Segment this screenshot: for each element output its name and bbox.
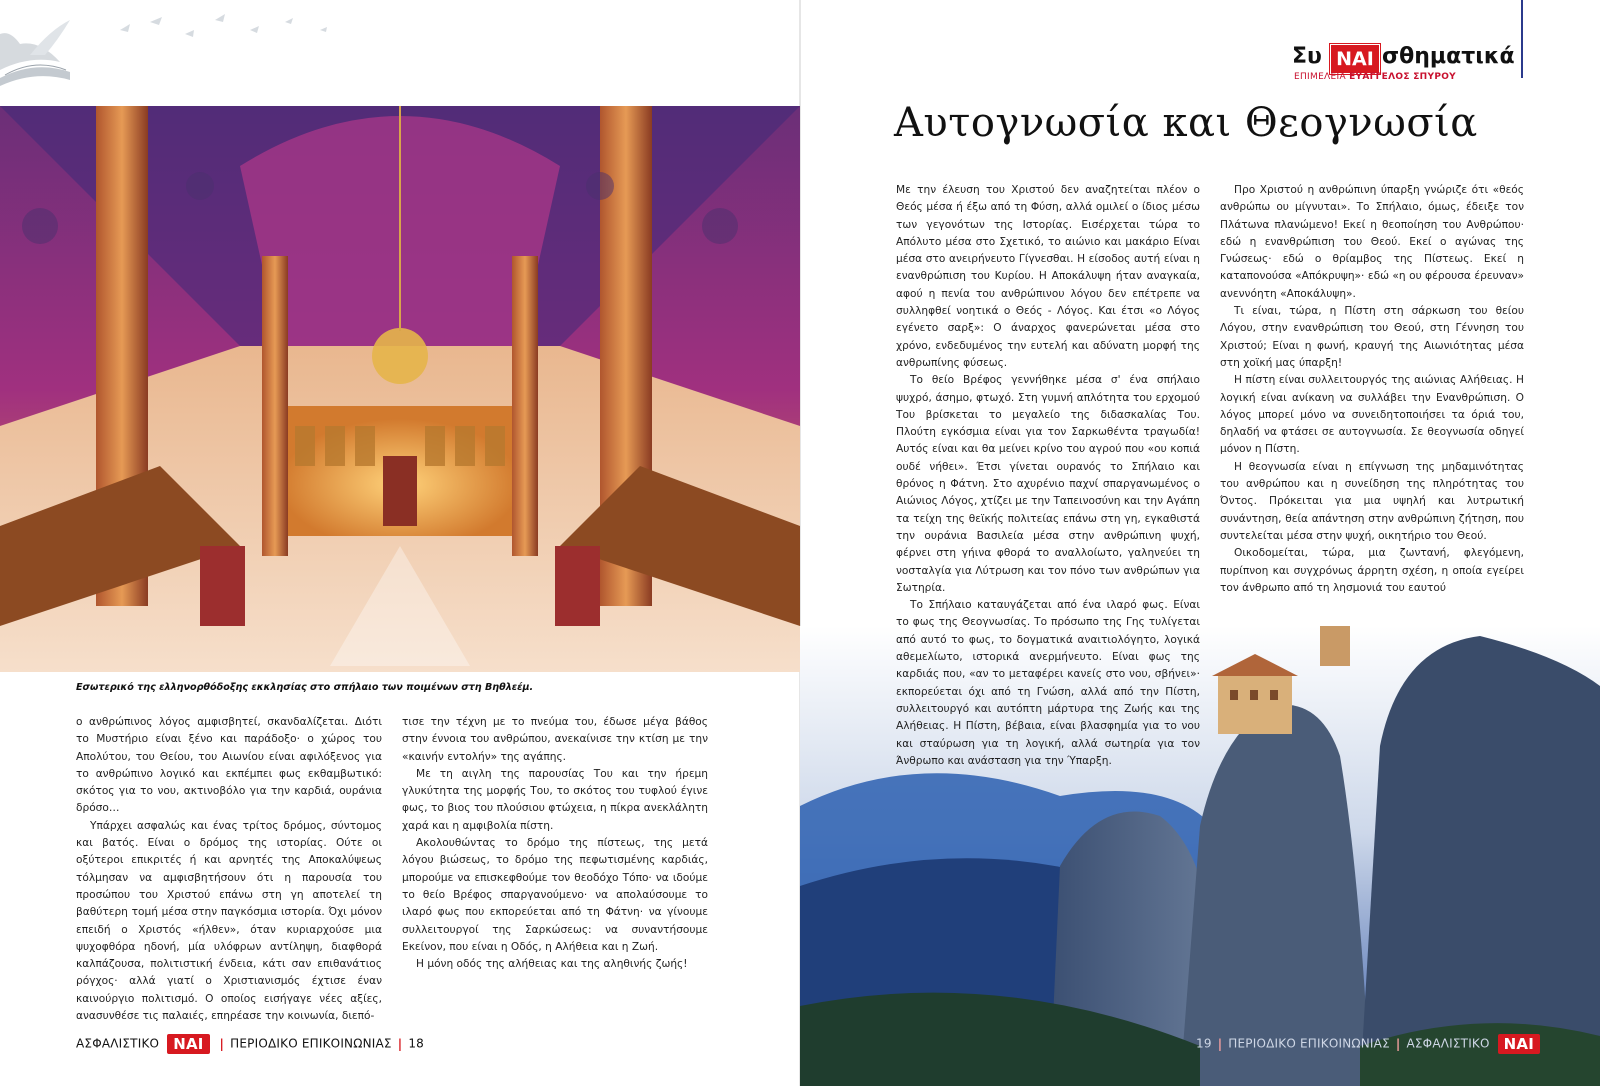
byline-name: ΕΥΑΓΓΕΛΟΣ ΣΠΥΡΟΥ: [1349, 72, 1456, 82]
footer-separator: |: [397, 1036, 403, 1051]
church-interior-photo: [0, 106, 800, 672]
paragraph: Ακολουθώντας το δρόμο της πίστεως, της μετά λόγου βιώσεως, το δρόμο της πεφωτισμένης καρδιάς, μπορούμε να επισκεφθούμε τον θεοδόχο Τόπο· να ιδούμε το θείο Βρέφος σπαργανούμενο· να απολαύσουμε το ιλαρό φως που εκπορεύεται από τη Φάτνη· να γίνουμε συλλειτουργοί της Σαρκώσεως: να συναντήσουμε Εκείνον, που είναι η Οδός, η Αλήθεια και η Ζωή.: [402, 837, 708, 953]
footer-right: [1196, 1034, 1544, 1054]
paragraph: Με τη αιγλη της παρουσίας Του και την ήρεμη γλυκύτητα της μορφής Του, το σκότος του τυφλού έγινε φως, το βιος του πλούσιου φτώχεια, η πίκρα ανεκλάλητη χαρά και η αμφιβολία πίστη.: [402, 767, 708, 832]
book-birds-decoration: [0, 0, 360, 90]
logo-prefix: Συ: [1292, 44, 1322, 69]
paragraph: τισε την τέχνη με το πνεύμα του, έδωσε μέγα βάθος στην έννοια του ανθρώπου, ανεκαίνισε την κτίση με την «καινήν εντολήν» της αγάπης.: [402, 716, 708, 763]
paragraph: Η θεογνωσία είναι η επίγνωση της μηδαμινότητας του ανθρώπου και η συνείδηση της πληρότητας του Όντος. Πρόκειται για μια υψηλή και λυτρωτική συνάντηση, θεία απάντηση στην ανθρώπινη ζήτηση, που συντελείται μέσα στην ψυχή, οικητήριο του Θεού.: [1220, 460, 1524, 542]
text-column-right-1: [896, 182, 1200, 770]
paragraph: Το θείο Βρέφος γεννήθηκε μέσα σ' ένα σπήλαιο ψυχρό, άσημο, φτωχό. Στη γυμνή απλότητα του ερχομού Του βρίσκεται το μεγαλείο της διδασκαλίας Του. Πλούτη εγκόσμια είναι για τον Σαρκωθέντα τραγωδία! Αυτός είναι και θα μείνει κρίνο του αγρού που «ου κοπιά ουδέ νήθει». Έτσι γίνεται ουρανός το Σπήλαιο και θρόνος η Φάτνη. Στο αχυρένιο παχνί σπαργανωμένος ο Αιώνιος Λόγος, χτίζει με την Ταπεινοσύνη και την Αγάπη τα τείχη της θεϊκής πολιτείας επάνω στη γη, εγκαθιστά την ουράνια Βασιλεία μέσα στην ανθρώπινη ψυχή, φέρνει στη γήινα φθορά το αναλλοίωτο, γαληνεύει τη νοσταλγία για Λύτρωση και τον πόνο των ανθρώπων για Σωτηρία.: [896, 374, 1200, 594]
paragraph: Η μόνη οδός της αλήθειας και της αληθινής ζωής!: [416, 958, 688, 971]
header-rule: [1521, 0, 1523, 78]
paragraph: ο ανθρώπινος λόγος αμφισβητεί, σκανδαλίζεται. Διότι το Μυστήριο είναι ξένο και παράδοξο· ο χώρος του Απολύτου, του Θείου, του Αιωνίου είναι αφιλόξενος για το ανθρώπινο λογικό και εκπέμπει φως εκθαμβωτικό: σκότος για το νου, ακτινοβόλο για την καρδιά, ουράνια δρόσο…: [76, 716, 382, 815]
footer-magazine: ΑΣΦΑΛΙΣΤΙΚΟ: [76, 1036, 160, 1051]
photo-caption: Εσωτερικό της ελληνορθόδοξης εκκλησίας στο σπήλαιο των ποιμένων στη Βηθλεέμ.: [76, 682, 534, 693]
footer-nai-logo: ΝΑΙ: [167, 1034, 209, 1054]
paragraph: Με την έλευση του Χριστού δεν αναζητείται πλέον ο Θεός μέσα ή έξω από τη Φύση, αλλά ομιλεί ο ίδιος μέσω των γεγονότων της Ιστορίας. Εισέρχεται τώρα το Απόλυτο μέσα στο Σχετικό, το αιώνιο και μακάριο Είναι μέσα στο ανειρήνευτο Γίγνεσθαι. Η είσοδος αυτή είναι η ενανθρώπιση του Κυρίου. Η Αποκάλυψη ήταν αναγκαία, αφού η πενία του ανθρώπινου λόγου δεν επέτρεπε να συλληφθεί νοητικά ο Θεός - Λόγος. Και έτσι «ο Λόγος εγένετο σαρξ»: Ο άναρχος φανερώνεται μέσα στο χρόνο, ενδεδυμένος την ευτελή και αδύνατη μορφή της ανθρωπίνης φύσεως.: [896, 184, 1200, 369]
paragraph: Τι είναι, τώρα, η Πίστη στη σάρκωση του θείου Λόγου, στην ενανθρώπιση του Θεού, στη Γέννηση του Χριστού; Είναι η φωνή, κραυγή της Αιωνιότητας μέσα στη χοϊκή μας ύπαρξη!: [1220, 305, 1524, 369]
page-number: 19: [1196, 1036, 1212, 1051]
article-title: Αυτογνωσία και Θεογνωσία: [894, 100, 1478, 146]
footer-section: ΠΕΡΙΟΔΙΚΟ ΕΠΙΚΟΙΝΩΝΙΑΣ: [230, 1036, 392, 1051]
text-column-left-1: [76, 714, 382, 1025]
text-column-right-2: [1220, 182, 1524, 597]
footer-magazine: ΑΣΦΑΛΙΣΤΙΚΟ: [1406, 1036, 1490, 1051]
paragraph: Η πίστη είναι συλλειτουργός της αιώνιας Αλήθειας. Η λογική είναι ανίκανη να συλλάβει την Ενανθρώπιση. Ο λόγος μπορεί μόνο να συνειδητοποιήσει τα όριά του, δηλαδή να φτάσει σε αυτογνωσία. Σε θεογνωσία οδηγεί μόνον η Πίστη.: [1220, 374, 1524, 456]
byline: [1294, 72, 1456, 82]
footer-left: [76, 1034, 424, 1054]
footer-separator: |: [219, 1036, 225, 1051]
logo-suffix: σθηματικά: [1382, 44, 1515, 69]
column-logo: [1292, 42, 1522, 88]
logo-nai-text: ΝΑΙ: [1336, 48, 1374, 70]
footer-separator: |: [1217, 1036, 1223, 1051]
footer-section: ΠΕΡΙΟΔΙΚΟ ΕΠΙΚΟΙΝΩΝΙΑΣ: [1228, 1036, 1390, 1051]
page-number: 18: [408, 1036, 425, 1051]
footer-separator: |: [1395, 1036, 1401, 1051]
paragraph: Υπάρχει ασφαλώς και ένας τρίτος δρόμος, σύντομος και βατός. Είναι ο δρόμος της ιστορίας. Ούτε οι οξύτεροι επικριτές ή και αρνητές της Αποκαλύψεως τόλμησαν να αμφισβητήσουν ότι η παρουσία του προσώπου του Χριστού επάνω στη γη αποτελεί τη βαθύτερη τομή μέσα στην παγκόσμια ιστορία. Όχι μόνον επειδή ο Χριστός «ήλθεν», όταν κυριαρχούσε μια ψυχοφθόρα ηδονή, μία υλόφρων αντίληψη, διαφθορά καλπάζουσα, πολιτιστική ένδεια, κάτι σαν επιθανάτιος ρόγχος· αλλά γιατί ο Χριστιανισμός έχτισε έναν καινούργιο πολιτισμό. Ο οποίος εισήγαγε νέες αξίες, ανασυνθέσε τις παλαιές, επηρέασε την κοινωνία, διεπό-: [76, 819, 382, 1023]
logo-nai-box: [1330, 44, 1380, 74]
paragraph: Το Σπήλαιο καταυγάζεται από ένα ιλαρό φως. Είναι το φως της Θεογνωσίας. Το πρόσωπο της Γης τυλίγεται από αυτό το φως, το δογματικά αναιτιολόγητο, λογικά αθεμελίωτο, ιστορικά ανερμήνευτο. Είναι φως της καρδιάς που, «αν το μεταφέρει κανείς στο νου, σβήνει»· εκπορεύεται όχι από τη Γνώση, αλλά από την Πίστη, συλλειτουργό και αυτόπτη μάρτυρα της Ζωής και της Αλήθειας. Η Πίστη, βέβαια, είναι βλασφημία για το νου και σταύρωση για τη λογική, αλλά σωτηρία για τον Άνθρωπο και ανάσταση για την Ύπαρξη.: [896, 599, 1200, 767]
byline-prefix: ΕΠΙΜΕΛΕΙΑ: [1294, 72, 1350, 82]
paragraph: Οικοδομείται, τώρα, μια ζωντανή, φλεγόμενη, πυρίπνοη και συγχρόνως άρρητη σχέση, η οποία εγείρει τον άνθρωπο από τη λησμονιά του εαυτού: [1220, 547, 1524, 594]
text-column-left-2: [402, 714, 708, 973]
paragraph: Προ Χριστού η ανθρώπινη ύπαρξη γνώριζε ότι «θεός ανθρώπω ου μίγνυται». Το Σπήλαιο, όμως, έδειξε τον Πλάτωνα πλανώμενο! Εκεί η θεοποίηση του Ανθρώπου· εδώ η ενανθρώπιση του Θεού. Εκεί ο αγώνας της Γνώσεως· εδώ ο θρίαμβος της Πίστεως. Εκεί η καταπονούσα «Απόκρυψη»· εδώ «η ου φέρουσα έρευναν» ανεννόητη «Αποκάλυψη».: [1220, 184, 1524, 300]
footer-nai-logo: ΝΑΙ: [1498, 1034, 1540, 1054]
